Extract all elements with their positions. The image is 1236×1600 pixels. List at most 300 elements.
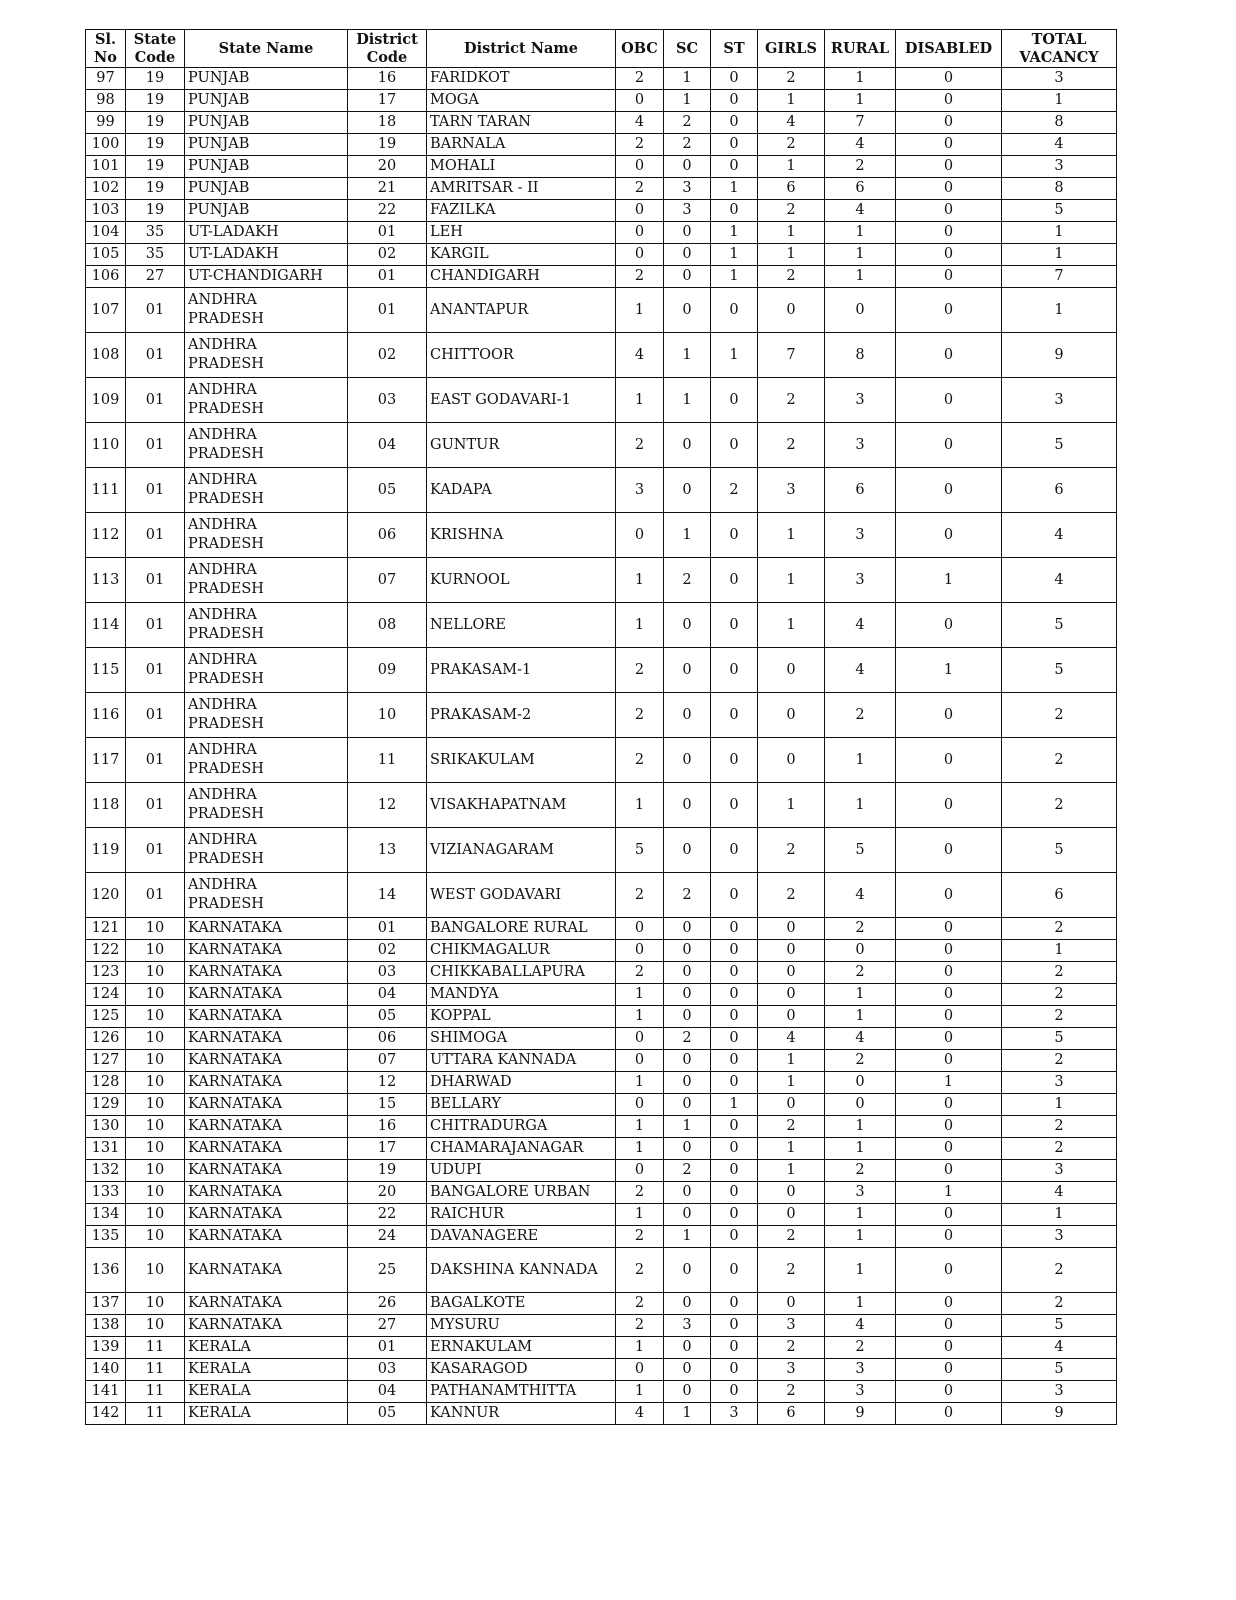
cell-state-code: 01	[126, 693, 185, 738]
cell-state-name: ANDHRA PRADESH	[185, 468, 348, 513]
cell-district-code: 07	[348, 1050, 427, 1072]
cell-rural: 1	[825, 222, 896, 244]
cell-state-name: KARNATAKA	[185, 1138, 348, 1160]
cell-disabled: 0	[896, 918, 1002, 940]
cell-district-code: 02	[348, 244, 427, 266]
cell-obc: 1	[616, 558, 664, 603]
table-row	[86, 873, 1117, 918]
cell-disabled: 0	[896, 1359, 1002, 1381]
cell-girls: 3	[758, 468, 825, 513]
cell-sl-no: 120	[86, 873, 126, 918]
table-row	[86, 1050, 1117, 1072]
table-row	[86, 1315, 1117, 1337]
cell-district-name: DHARWAD	[427, 1072, 616, 1094]
cell-st: 0	[711, 378, 758, 423]
cell-rural: 0	[825, 1072, 896, 1094]
cell-disabled: 0	[896, 423, 1002, 468]
header-girls	[758, 30, 825, 68]
cell-state-name: ANDHRA PRADESH	[185, 423, 348, 468]
table-row	[86, 1006, 1117, 1028]
cell-state-name: KARNATAKA	[185, 1072, 348, 1094]
cell-total-vacancy: 2	[1002, 1293, 1117, 1315]
cell-girls: 1	[758, 156, 825, 178]
cell-st: 0	[711, 1072, 758, 1094]
header-label: RURAL	[830, 39, 890, 57]
cell-district-name: LEH	[427, 222, 616, 244]
cell-district-name: CHANDIGARH	[427, 266, 616, 288]
cell-sc: 0	[664, 940, 711, 962]
cell-sc: 0	[664, 918, 711, 940]
cell-girls: 2	[758, 266, 825, 288]
cell-state-code: 01	[126, 288, 185, 333]
cell-disabled: 0	[896, 90, 1002, 112]
cell-state-name: KARNATAKA	[185, 1028, 348, 1050]
cell-rural: 1	[825, 783, 896, 828]
cell-st: 0	[711, 1315, 758, 1337]
cell-district-code: 19	[348, 1160, 427, 1182]
cell-state-code: 10	[126, 1226, 185, 1248]
cell-rural: 1	[825, 1204, 896, 1226]
cell-district-code: 02	[348, 333, 427, 378]
cell-district-name: MANDYA	[427, 984, 616, 1006]
cell-girls: 2	[758, 873, 825, 918]
cell-district-code: 03	[348, 962, 427, 984]
cell-rural: 2	[825, 693, 896, 738]
cell-district-code: 17	[348, 1138, 427, 1160]
cell-state-code: 10	[126, 984, 185, 1006]
cell-disabled: 0	[896, 1160, 1002, 1182]
cell-sc: 0	[664, 1138, 711, 1160]
cell-sl-no: 113	[86, 558, 126, 603]
cell-sl-no: 124	[86, 984, 126, 1006]
cell-total-vacancy: 3	[1002, 156, 1117, 178]
cell-state-code: 11	[126, 1359, 185, 1381]
cell-obc: 0	[616, 244, 664, 266]
cell-state-code: 19	[126, 178, 185, 200]
cell-state-name: ANDHRA PRADESH	[185, 558, 348, 603]
cell-state-code: 19	[126, 90, 185, 112]
header-label: GIRLS	[765, 39, 817, 57]
cell-state-code: 10	[126, 1028, 185, 1050]
cell-district-name: BAGALKOTE	[427, 1293, 616, 1315]
cell-obc: 0	[616, 1359, 664, 1381]
cell-girls: 6	[758, 178, 825, 200]
cell-district-code: 18	[348, 112, 427, 134]
cell-sl-no: 118	[86, 783, 126, 828]
cell-st: 0	[711, 1028, 758, 1050]
cell-sl-no: 97	[86, 68, 126, 90]
table-row	[86, 1072, 1117, 1094]
cell-district-code: 16	[348, 1116, 427, 1138]
cell-obc: 4	[616, 333, 664, 378]
cell-girls: 6	[758, 1403, 825, 1425]
cell-district-code: 20	[348, 156, 427, 178]
cell-total-vacancy: 2	[1002, 1138, 1117, 1160]
cell-total-vacancy: 4	[1002, 1337, 1117, 1359]
cell-disabled: 0	[896, 783, 1002, 828]
cell-obc: 1	[616, 1072, 664, 1094]
cell-sl-no: 114	[86, 603, 126, 648]
table-row	[86, 1138, 1117, 1160]
cell-district-code: 22	[348, 1204, 427, 1226]
cell-disabled: 0	[896, 333, 1002, 378]
cell-girls: 0	[758, 1204, 825, 1226]
cell-sc: 0	[664, 783, 711, 828]
cell-district-name: FAZILKA	[427, 200, 616, 222]
cell-st: 0	[711, 828, 758, 873]
cell-district-code: 03	[348, 378, 427, 423]
header-label: District	[356, 30, 418, 48]
table-row	[86, 558, 1117, 603]
cell-state-name: KARNATAKA	[185, 918, 348, 940]
cell-total-vacancy: 3	[1002, 1381, 1117, 1403]
cell-state-name: ANDHRA PRADESH	[185, 513, 348, 558]
cell-rural: 1	[825, 984, 896, 1006]
vacancy-table-page	[85, 29, 1117, 1425]
cell-rural: 3	[825, 378, 896, 423]
cell-state-code: 10	[126, 1182, 185, 1204]
cell-obc: 0	[616, 156, 664, 178]
cell-st: 0	[711, 1160, 758, 1182]
cell-obc: 4	[616, 1403, 664, 1425]
cell-total-vacancy: 4	[1002, 1182, 1117, 1204]
cell-state-code: 01	[126, 468, 185, 513]
cell-district-name: SHIMOGA	[427, 1028, 616, 1050]
table-row	[86, 288, 1117, 333]
cell-district-name: TARN TARAN	[427, 112, 616, 134]
cell-disabled: 0	[896, 828, 1002, 873]
cell-girls: 4	[758, 112, 825, 134]
cell-district-code: 01	[348, 288, 427, 333]
cell-rural: 5	[825, 828, 896, 873]
cell-district-code: 03	[348, 1359, 427, 1381]
table-row	[86, 918, 1117, 940]
cell-sl-no: 139	[86, 1337, 126, 1359]
cell-total-vacancy: 5	[1002, 648, 1117, 693]
cell-girls: 2	[758, 1248, 825, 1293]
cell-sc: 1	[664, 90, 711, 112]
cell-sl-no: 126	[86, 1028, 126, 1050]
cell-st: 0	[711, 200, 758, 222]
cell-st: 0	[711, 940, 758, 962]
cell-sc: 1	[664, 513, 711, 558]
table-row	[86, 940, 1117, 962]
cell-obc: 2	[616, 423, 664, 468]
cell-sl-no: 142	[86, 1403, 126, 1425]
cell-district-name: NELLORE	[427, 603, 616, 648]
cell-total-vacancy: 8	[1002, 112, 1117, 134]
cell-disabled: 0	[896, 156, 1002, 178]
cell-state-name: KERALA	[185, 1403, 348, 1425]
cell-rural: 2	[825, 1337, 896, 1359]
cell-st: 1	[711, 333, 758, 378]
cell-district-name: ANANTAPUR	[427, 288, 616, 333]
cell-disabled: 0	[896, 112, 1002, 134]
cell-total-vacancy: 3	[1002, 1072, 1117, 1094]
table-row	[86, 1359, 1117, 1381]
cell-rural: 1	[825, 244, 896, 266]
cell-district-code: 11	[348, 738, 427, 783]
cell-state-code: 35	[126, 222, 185, 244]
cell-obc: 2	[616, 1315, 664, 1337]
cell-district-name: CHIKKABALLAPURA	[427, 962, 616, 984]
cell-total-vacancy: 2	[1002, 1006, 1117, 1028]
cell-st: 0	[711, 873, 758, 918]
cell-sl-no: 107	[86, 288, 126, 333]
cell-disabled: 0	[896, 1094, 1002, 1116]
cell-rural: 3	[825, 513, 896, 558]
cell-obc: 2	[616, 962, 664, 984]
cell-district-code: 12	[348, 1072, 427, 1094]
cell-disabled: 0	[896, 266, 1002, 288]
cell-rural: 3	[825, 558, 896, 603]
cell-sl-no: 119	[86, 828, 126, 873]
cell-sl-no: 122	[86, 940, 126, 962]
table-row	[86, 1094, 1117, 1116]
cell-sl-no: 125	[86, 1006, 126, 1028]
cell-district-code: 05	[348, 1403, 427, 1425]
cell-sc: 2	[664, 558, 711, 603]
header-label: OBC	[621, 39, 658, 57]
cell-state-code: 10	[126, 1293, 185, 1315]
cell-state-code: 19	[126, 134, 185, 156]
cell-sc: 0	[664, 1072, 711, 1094]
cell-disabled: 0	[896, 962, 1002, 984]
cell-district-name: AMRITSAR - II	[427, 178, 616, 200]
cell-disabled: 0	[896, 134, 1002, 156]
cell-obc: 2	[616, 1248, 664, 1293]
cell-st: 0	[711, 1293, 758, 1315]
cell-disabled: 0	[896, 603, 1002, 648]
table-row	[86, 423, 1117, 468]
cell-state-code: 19	[126, 156, 185, 178]
cell-state-name: PUNJAB	[185, 112, 348, 134]
table-row	[86, 178, 1117, 200]
cell-girls: 1	[758, 558, 825, 603]
cell-state-name: KARNATAKA	[185, 1160, 348, 1182]
cell-district-name: CHITRADURGA	[427, 1116, 616, 1138]
cell-district-code: 02	[348, 940, 427, 962]
cell-sc: 0	[664, 222, 711, 244]
cell-sl-no: 134	[86, 1204, 126, 1226]
cell-st: 0	[711, 288, 758, 333]
cell-sl-no: 111	[86, 468, 126, 513]
cell-st: 0	[711, 513, 758, 558]
cell-district-name: KRISHNA	[427, 513, 616, 558]
cell-sl-no: 129	[86, 1094, 126, 1116]
cell-rural: 1	[825, 1248, 896, 1293]
cell-sc: 0	[664, 1381, 711, 1403]
cell-obc: 2	[616, 1182, 664, 1204]
cell-rural: 0	[825, 288, 896, 333]
cell-district-code: 05	[348, 468, 427, 513]
cell-sc: 0	[664, 828, 711, 873]
cell-sl-no: 131	[86, 1138, 126, 1160]
cell-girls: 2	[758, 134, 825, 156]
cell-girls: 2	[758, 68, 825, 90]
cell-obc: 1	[616, 984, 664, 1006]
cell-girls: 2	[758, 423, 825, 468]
cell-sc: 2	[664, 1028, 711, 1050]
header-label: District Name	[464, 39, 578, 57]
cell-state-name: PUNJAB	[185, 68, 348, 90]
cell-state-name: PUNJAB	[185, 178, 348, 200]
cell-sl-no: 130	[86, 1116, 126, 1138]
cell-st: 0	[711, 112, 758, 134]
cell-total-vacancy: 3	[1002, 1226, 1117, 1248]
cell-disabled: 0	[896, 200, 1002, 222]
cell-disabled: 0	[896, 1248, 1002, 1293]
cell-state-name: KARNATAKA	[185, 1116, 348, 1138]
cell-obc: 0	[616, 918, 664, 940]
cell-obc: 0	[616, 222, 664, 244]
cell-rural: 1	[825, 1138, 896, 1160]
cell-state-name: ANDHRA PRADESH	[185, 693, 348, 738]
cell-disabled: 0	[896, 1315, 1002, 1337]
cell-sc: 1	[664, 1226, 711, 1248]
cell-district-code: 15	[348, 1094, 427, 1116]
cell-total-vacancy: 3	[1002, 68, 1117, 90]
cell-total-vacancy: 1	[1002, 1204, 1117, 1226]
cell-district-name: MYSURU	[427, 1315, 616, 1337]
cell-district-name: VIZIANAGARAM	[427, 828, 616, 873]
cell-district-name: PRAKASAM-1	[427, 648, 616, 693]
table-row	[86, 1182, 1117, 1204]
cell-girls: 2	[758, 1337, 825, 1359]
cell-sc: 0	[664, 1337, 711, 1359]
cell-state-name: KARNATAKA	[185, 984, 348, 1006]
header-st	[711, 30, 758, 68]
cell-sc: 0	[664, 1006, 711, 1028]
cell-sc: 0	[664, 1094, 711, 1116]
cell-state-name: PUNJAB	[185, 200, 348, 222]
header-sc	[664, 30, 711, 68]
cell-disabled: 0	[896, 513, 1002, 558]
cell-district-code: 05	[348, 1006, 427, 1028]
cell-sl-no: 123	[86, 962, 126, 984]
cell-district-code: 25	[348, 1248, 427, 1293]
cell-st: 0	[711, 603, 758, 648]
header-label: VACANCY	[1019, 48, 1099, 66]
cell-rural: 2	[825, 918, 896, 940]
cell-disabled: 0	[896, 68, 1002, 90]
cell-district-code: 13	[348, 828, 427, 873]
cell-disabled: 0	[896, 178, 1002, 200]
cell-district-name: MOHALI	[427, 156, 616, 178]
cell-rural: 4	[825, 648, 896, 693]
cell-total-vacancy: 5	[1002, 828, 1117, 873]
cell-girls: 4	[758, 1028, 825, 1050]
cell-girls: 0	[758, 1094, 825, 1116]
cell-disabled: 1	[896, 1182, 1002, 1204]
cell-sl-no: 127	[86, 1050, 126, 1072]
cell-disabled: 0	[896, 1293, 1002, 1315]
cell-st: 0	[711, 693, 758, 738]
cell-girls: 2	[758, 1226, 825, 1248]
table-row	[86, 90, 1117, 112]
table-row	[86, 1293, 1117, 1315]
cell-sc: 0	[664, 984, 711, 1006]
header-label: DISABLED	[904, 39, 993, 57]
cell-girls: 1	[758, 244, 825, 266]
cell-district-code: 14	[348, 873, 427, 918]
cell-district-name: KANNUR	[427, 1403, 616, 1425]
cell-girls: 1	[758, 222, 825, 244]
cell-district-name: CHITTOOR	[427, 333, 616, 378]
cell-st: 1	[711, 266, 758, 288]
cell-district-name: BANGALORE RURAL	[427, 918, 616, 940]
cell-district-name: PRAKASAM-2	[427, 693, 616, 738]
cell-st: 0	[711, 1050, 758, 1072]
cell-state-code: 10	[126, 1006, 185, 1028]
cell-obc: 4	[616, 112, 664, 134]
cell-disabled: 1	[896, 1072, 1002, 1094]
header-label: TOTAL	[1031, 30, 1087, 48]
header-state-code	[126, 30, 185, 68]
cell-total-vacancy: 2	[1002, 1116, 1117, 1138]
cell-district-code: 06	[348, 1028, 427, 1050]
cell-sl-no: 138	[86, 1315, 126, 1337]
cell-district-code: 04	[348, 423, 427, 468]
cell-district-code: 26	[348, 1293, 427, 1315]
cell-sl-no: 99	[86, 112, 126, 134]
table-row	[86, 156, 1117, 178]
cell-girls: 0	[758, 1182, 825, 1204]
cell-sl-no: 110	[86, 423, 126, 468]
cell-rural: 1	[825, 1116, 896, 1138]
table-row	[86, 783, 1117, 828]
cell-district-code: 09	[348, 648, 427, 693]
cell-girls: 0	[758, 940, 825, 962]
cell-sl-no: 116	[86, 693, 126, 738]
cell-total-vacancy: 1	[1002, 222, 1117, 244]
cell-obc: 2	[616, 738, 664, 783]
cell-state-name: PUNJAB	[185, 156, 348, 178]
cell-girls: 3	[758, 1315, 825, 1337]
cell-state-code: 10	[126, 918, 185, 940]
cell-girls: 0	[758, 738, 825, 783]
table-row	[86, 1403, 1117, 1425]
cell-state-code: 01	[126, 783, 185, 828]
cell-state-code: 01	[126, 423, 185, 468]
cell-sc: 0	[664, 1204, 711, 1226]
cell-sc: 3	[664, 1315, 711, 1337]
cell-rural: 8	[825, 333, 896, 378]
cell-district-code: 27	[348, 1315, 427, 1337]
cell-rural: 3	[825, 1182, 896, 1204]
table-row	[86, 378, 1117, 423]
cell-state-code: 10	[126, 1315, 185, 1337]
cell-district-code: 12	[348, 783, 427, 828]
cell-state-code: 10	[126, 1072, 185, 1094]
cell-sc: 0	[664, 266, 711, 288]
cell-disabled: 0	[896, 1050, 1002, 1072]
cell-st: 0	[711, 1337, 758, 1359]
cell-rural: 2	[825, 962, 896, 984]
table-row	[86, 962, 1117, 984]
cell-district-code: 06	[348, 513, 427, 558]
table-row	[86, 244, 1117, 266]
table-row	[86, 266, 1117, 288]
table-row	[86, 984, 1117, 1006]
cell-district-code: 22	[348, 200, 427, 222]
table-row	[86, 68, 1117, 90]
cell-state-name: ANDHRA PRADESH	[185, 738, 348, 783]
cell-sl-no: 98	[86, 90, 126, 112]
cell-obc: 0	[616, 200, 664, 222]
cell-state-name: ANDHRA PRADESH	[185, 828, 348, 873]
cell-st: 0	[711, 1182, 758, 1204]
